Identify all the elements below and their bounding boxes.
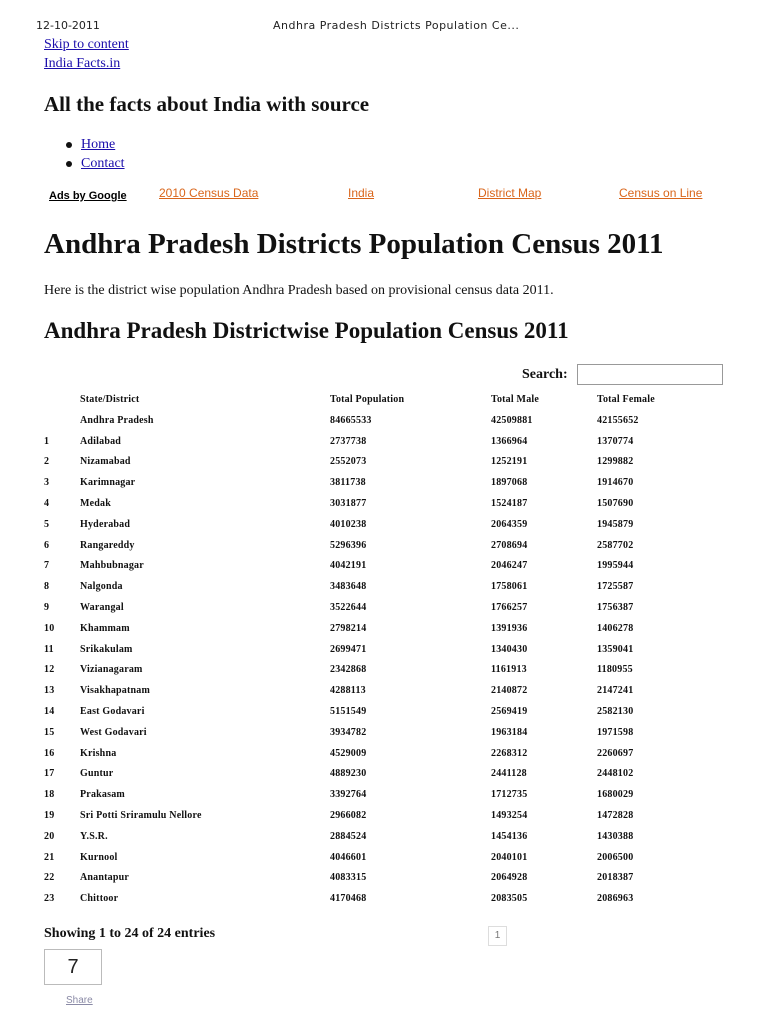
- cell-male: 2083505: [491, 893, 528, 905]
- table-row: [44, 660, 724, 681]
- cell-population: 2552073: [330, 456, 367, 468]
- cell-female: 1756387: [597, 602, 634, 614]
- cell-population: 4046601: [330, 851, 367, 863]
- cell-male: 1524187: [491, 498, 528, 510]
- table-row: [44, 618, 724, 639]
- cell-male: 1340430: [491, 643, 528, 655]
- cell-population: 3934782: [330, 726, 367, 738]
- cell-male: 2064928: [491, 872, 528, 884]
- cell-male: 2064359: [491, 518, 528, 530]
- ad-link-census-online[interactable]: Census on Line: [619, 186, 703, 200]
- cell-population: 3483648: [330, 581, 367, 593]
- nav-contact-link[interactable]: Contact: [81, 156, 125, 171]
- cell-female: 1359041: [597, 643, 634, 655]
- cell-population: 84665533: [330, 414, 372, 426]
- col-header-population[interactable]: Total Population: [330, 393, 405, 405]
- cell-male: 1897068: [491, 477, 528, 489]
- cell-district: Krishna: [80, 747, 117, 759]
- cell-female: 1945879: [597, 518, 634, 530]
- cell-male: 2140872: [491, 685, 528, 697]
- nav-item-home: [44, 135, 125, 154]
- cell-district: Warangal: [80, 602, 124, 614]
- cell-index: 18: [44, 789, 55, 801]
- cell-district: Sri Potti Sriramulu Nellore: [80, 810, 202, 822]
- cell-index: 5: [44, 518, 50, 530]
- col-header-female[interactable]: Total Female: [597, 393, 655, 405]
- cell-population: 2342868: [330, 664, 367, 676]
- print-title: Andhra Pradesh Districts Population Ce...: [273, 19, 520, 32]
- cell-index: 4: [44, 498, 50, 510]
- table-row: [44, 784, 724, 805]
- table-row: [44, 743, 724, 764]
- cell-index: 12: [44, 664, 55, 676]
- cell-population: 2737738: [330, 435, 367, 447]
- cell-female: 2006500: [597, 851, 634, 863]
- population-table: [44, 388, 724, 909]
- bullet-icon: [66, 161, 72, 167]
- cell-district: West Godavari: [80, 726, 147, 738]
- table-row: [44, 868, 724, 889]
- cell-district: Mahbubnagar: [80, 560, 144, 572]
- table-row: [44, 514, 724, 535]
- cell-female: 1680029: [597, 789, 634, 801]
- print-date: 12-10-2011: [36, 19, 100, 32]
- cell-index: 8: [44, 581, 50, 593]
- search-label: Search:: [522, 367, 568, 382]
- cell-female: 1995944: [597, 560, 634, 572]
- cell-index: 11: [44, 643, 54, 655]
- table-row: [44, 826, 724, 847]
- cell-district: Adilabad: [80, 435, 122, 447]
- cell-district: Chittoor: [80, 893, 119, 905]
- cell-population: 4170468: [330, 893, 367, 905]
- cell-index: 3: [44, 477, 50, 489]
- cell-population: 4083315: [330, 872, 367, 884]
- cell-index: 13: [44, 685, 55, 697]
- cell-female: 1472828: [597, 810, 634, 822]
- cell-district: Karimnagar: [80, 477, 136, 489]
- table-row: [44, 452, 724, 473]
- cell-index: 7: [44, 560, 50, 572]
- cell-male: 1454136: [491, 830, 528, 842]
- cell-district: Khammam: [80, 622, 130, 634]
- cell-district: Y.S.R.: [80, 830, 108, 842]
- cell-district: Nizamabad: [80, 456, 131, 468]
- table-row: [44, 472, 724, 493]
- table-row: [44, 493, 724, 514]
- cell-district: Hyderabad: [80, 518, 131, 530]
- table-row: [44, 597, 724, 618]
- cell-female: 2448102: [597, 768, 634, 780]
- cell-male: 1758061: [491, 581, 528, 593]
- cell-male: 1963184: [491, 726, 528, 738]
- share-button[interactable]: Share: [66, 995, 93, 1006]
- share-count: 7: [44, 949, 102, 985]
- cell-population: 4010238: [330, 518, 367, 530]
- cell-male: 1493254: [491, 810, 528, 822]
- cell-female: 1725587: [597, 581, 634, 593]
- cell-male: 2441128: [491, 768, 527, 780]
- cell-index: 17: [44, 768, 55, 780]
- cell-male: 42509881: [491, 414, 533, 426]
- page-title: Andhra Pradesh Districts Population Census 2011: [44, 228, 664, 260]
- cell-population: 2966082: [330, 810, 367, 822]
- cell-male: 2268312: [491, 747, 528, 759]
- col-header-male[interactable]: Total Male: [491, 393, 540, 405]
- cell-female: 1406278: [597, 622, 634, 634]
- section-title: Andhra Pradesh Districtwise Population Census 2011: [44, 318, 569, 343]
- cell-index: 23: [44, 893, 55, 905]
- cell-index: [44, 410, 80, 431]
- cell-district: Medak: [80, 498, 111, 510]
- table-row: [44, 888, 724, 909]
- cell-population: 2699471: [330, 643, 367, 655]
- cell-female: 1370774: [597, 435, 634, 447]
- cell-district: East Godavari: [80, 706, 145, 718]
- site-tagline: All the facts about India with source: [44, 92, 370, 116]
- main-nav: [44, 135, 125, 173]
- table-row: [44, 410, 724, 431]
- cell-index: 15: [44, 726, 55, 738]
- search-input[interactable]: [577, 364, 723, 385]
- entries-info: Showing 1 to 24 of 24 entries: [44, 926, 216, 941]
- cell-index: 6: [44, 539, 50, 551]
- table-row: [44, 576, 724, 597]
- cell-female: 2582130: [597, 706, 634, 718]
- cell-female: 1430388: [597, 830, 634, 842]
- table-row: [44, 847, 724, 868]
- table-row: [44, 764, 724, 785]
- page-button[interactable]: 1: [488, 926, 507, 946]
- ads-by-google-label[interactable]: Ads by Google: [49, 190, 127, 202]
- cell-female: 1971598: [597, 726, 634, 738]
- cell-female: 42155652: [597, 414, 639, 426]
- cell-index: 10: [44, 622, 55, 634]
- col-header-index[interactable]: [44, 388, 80, 410]
- cell-population: 3392764: [330, 789, 367, 801]
- cell-male: 1766257: [491, 602, 528, 614]
- cell-population: 3811738: [330, 477, 366, 489]
- cell-index: 16: [44, 747, 55, 759]
- cell-female: 2018387: [597, 872, 634, 884]
- cell-population: 4042191: [330, 560, 367, 572]
- cell-male: 1391936: [491, 622, 528, 634]
- cell-index: 22: [44, 872, 55, 884]
- cell-index: 21: [44, 851, 55, 863]
- cell-female: 1507690: [597, 498, 634, 510]
- cell-male: 1366964: [491, 435, 528, 447]
- cell-district: Guntur: [80, 768, 114, 780]
- cell-district: Visakhapatnam: [80, 685, 151, 697]
- table-row: [44, 680, 724, 701]
- cell-female: 2086963: [597, 893, 634, 905]
- table-row: [44, 701, 724, 722]
- skip-to-content-link[interactable]: Skip to content: [44, 37, 129, 52]
- cell-female: 1299882: [597, 456, 634, 468]
- cell-female: 1914670: [597, 477, 634, 489]
- cell-male: 2040101: [491, 851, 528, 863]
- cell-district: Vizianagaram: [80, 664, 143, 676]
- cell-female: 1180955: [597, 664, 633, 676]
- cell-district: Srikakulam: [80, 643, 133, 655]
- cell-male: 1252191: [491, 456, 528, 468]
- table-row: [44, 722, 724, 743]
- cell-male: 2046247: [491, 560, 528, 572]
- cell-female: 2260697: [597, 747, 634, 759]
- cell-population: 2798214: [330, 622, 367, 634]
- cell-male: 1712735: [491, 789, 528, 801]
- bullet-icon: [66, 142, 72, 148]
- table-row: [44, 639, 724, 660]
- cell-population: 3522644: [330, 602, 367, 614]
- cell-male: 2708694: [491, 539, 528, 551]
- table-header-row: [44, 388, 724, 410]
- nav-home-link[interactable]: Home: [81, 137, 116, 152]
- ad-link-census-data[interactable]: 2010 Census Data: [159, 186, 259, 200]
- cell-female: 2147241: [597, 685, 634, 697]
- cell-population: 2884524: [330, 830, 367, 842]
- table-row: [44, 805, 724, 826]
- cell-population: 4529009: [330, 747, 367, 759]
- cell-population: 4288113: [330, 685, 366, 697]
- cell-index: 20: [44, 830, 55, 842]
- ad-link-district-map[interactable]: District Map: [478, 186, 542, 200]
- cell-district: Anantapur: [80, 872, 130, 884]
- table-row: [44, 556, 724, 577]
- cell-male: 2569419: [491, 706, 528, 718]
- col-header-district[interactable]: State/District: [80, 393, 140, 405]
- cell-index: 14: [44, 706, 55, 718]
- cell-index: 19: [44, 810, 55, 822]
- ad-link-india[interactable]: India: [348, 186, 375, 200]
- intro-text: Here is the district wise population Andhra Pradesh based on provisional census data 2011.: [44, 283, 554, 298]
- ads-bar: [49, 186, 709, 206]
- table-body: [44, 410, 724, 909]
- cell-district: Kurnool: [80, 851, 118, 863]
- site-name-link[interactable]: India Facts.in: [44, 56, 121, 71]
- cell-district: Nalgonda: [80, 581, 123, 593]
- cell-female: 2587702: [597, 539, 634, 551]
- cell-male: 1161913: [491, 664, 527, 676]
- cell-district: Rangareddy: [80, 539, 135, 551]
- cell-index: 9: [44, 602, 50, 614]
- cell-population: 5151549: [330, 706, 367, 718]
- print-header: [36, 19, 732, 35]
- cell-district: Prakasam: [80, 789, 125, 801]
- cell-index: 1: [44, 435, 50, 447]
- cell-district: Andhra Pradesh: [80, 414, 154, 426]
- cell-population: 3031877: [330, 498, 367, 510]
- nav-item-contact: [44, 154, 125, 173]
- cell-population: 5296396: [330, 539, 367, 551]
- table-row: [44, 431, 724, 452]
- table-row: [44, 535, 724, 556]
- cell-index: 2: [44, 456, 50, 468]
- cell-population: 4889230: [330, 768, 367, 780]
